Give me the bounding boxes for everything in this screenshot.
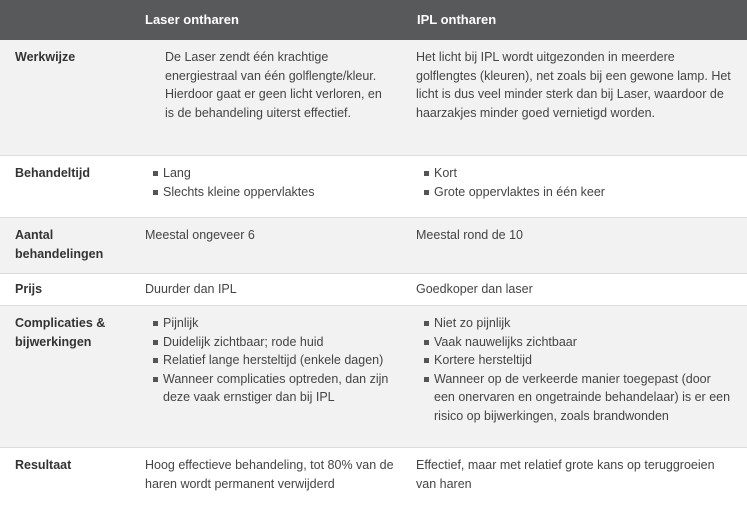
list-item <box>416 333 735 352</box>
row-aantal-behandelingen <box>0 218 747 274</box>
header-ipl: IPL ontharen <box>417 12 497 27</box>
row-complicaties <box>0 306 747 448</box>
row-behandeltijd <box>0 156 747 218</box>
square-bullet-icon <box>424 321 429 326</box>
row-prijs <box>0 274 747 306</box>
cell-ipl: Meestal rond de 10 <box>416 228 524 242</box>
row-label-line: Aantal <box>15 228 54 242</box>
list-item-text: Wanneer complicaties optreden, dan zijn deze vaak ernstiger dan bij IPL <box>163 371 389 404</box>
square-bullet-icon <box>153 377 158 382</box>
cell-laser <box>136 40 408 155</box>
row-label-line: behandelingen <box>15 246 104 261</box>
cell-laser <box>136 306 408 447</box>
list-item <box>145 351 400 370</box>
list-item <box>416 370 735 426</box>
list-item <box>416 164 735 183</box>
list-item-text: Kortere hersteltijd <box>434 353 532 367</box>
square-bullet-icon <box>424 358 429 363</box>
list-item-text: Duidelijk zichtbaar; rode huid <box>163 334 324 349</box>
table-header <box>0 0 747 40</box>
cell-laser: Hoog effectieve behandeling, tot 80% van de haren wordt permanent verwijderd <box>145 458 394 491</box>
list-item-text: Pijnlijk <box>163 316 199 330</box>
row-label: Prijs <box>15 282 43 296</box>
square-bullet-icon <box>153 358 158 363</box>
square-bullet-icon <box>424 171 429 176</box>
list-item <box>145 333 400 352</box>
square-bullet-icon <box>424 377 429 382</box>
square-bullet-icon <box>424 190 429 195</box>
cell-ipl: Goedkoper dan laser <box>416 282 533 296</box>
cell-laser <box>136 156 408 217</box>
list-item-text: Kort <box>434 166 457 180</box>
list-item-text: Grote oppervlaktes in één keer <box>434 184 605 199</box>
list-item <box>416 351 735 370</box>
cell-laser: Meestal ongeveer 6 <box>145 228 255 242</box>
row-label-line: Complicaties & <box>15 316 106 330</box>
row-label <box>0 306 136 447</box>
bullet-list <box>416 314 735 425</box>
square-bullet-icon <box>153 340 158 345</box>
list-item-text: Wanneer op de verkeerde manier toegepast (door een onervaren en ongetrainde behandelaar) is er een risico op bijwerkingen, zoals brandwonden <box>434 371 731 423</box>
row-label <box>0 218 136 273</box>
list-item-text: Vaak nauwelijks zichtbaar <box>434 334 577 349</box>
cell-ipl <box>408 306 747 447</box>
cell-text: De Laser zendt één krachtige energiestraal van één golflengte/kleur. Hierdoor gaat er geen licht verloren, en is de behandeling uiterst effectief. <box>165 50 382 120</box>
bullet-list <box>145 164 400 201</box>
square-bullet-icon <box>153 171 158 176</box>
row-label: Resultaat <box>15 458 72 472</box>
square-bullet-icon <box>424 340 429 345</box>
list-item-text: Lang <box>163 166 191 180</box>
square-bullet-icon <box>153 190 158 195</box>
bullet-list <box>416 164 735 201</box>
row-label-line: bijwerkingen <box>15 334 92 349</box>
list-item-text: Relatief lange hersteltijd (enkele dagen) <box>163 353 384 367</box>
list-item <box>145 183 400 202</box>
bullet-list <box>145 314 400 407</box>
list-item <box>416 183 735 202</box>
row-label: Behandeltijd <box>15 166 91 180</box>
list-item-text: Slechts kleine oppervlaktes <box>163 184 315 199</box>
cell-ipl: Het licht bij IPL wordt uitgezonden in meerdere golflengtes (kleuren), net zoals bij een gewone lamp. Het licht is dus veel minder sterk dan bij Laser, waardoor de haarzakjes minder goed vernietigd worden. <box>416 50 731 120</box>
cell-ipl: Effectief, maar met relatief grote kans op teruggroeien van haren <box>416 458 715 491</box>
row-label: Werkwijze <box>15 50 76 64</box>
list-item-text: Niet zo pijnlijk <box>434 316 511 330</box>
row-werkwijze <box>0 40 747 156</box>
list-item <box>145 370 400 407</box>
list-item <box>145 164 400 183</box>
cell-ipl <box>408 156 747 217</box>
header-empty-cell <box>0 0 136 40</box>
square-bullet-icon <box>153 321 158 326</box>
header-laser: Laser ontharen <box>145 12 239 27</box>
cell-laser: Duurder dan IPL <box>145 282 237 296</box>
row-resultaat <box>0 448 747 506</box>
list-item <box>145 314 400 333</box>
list-item <box>416 314 735 333</box>
